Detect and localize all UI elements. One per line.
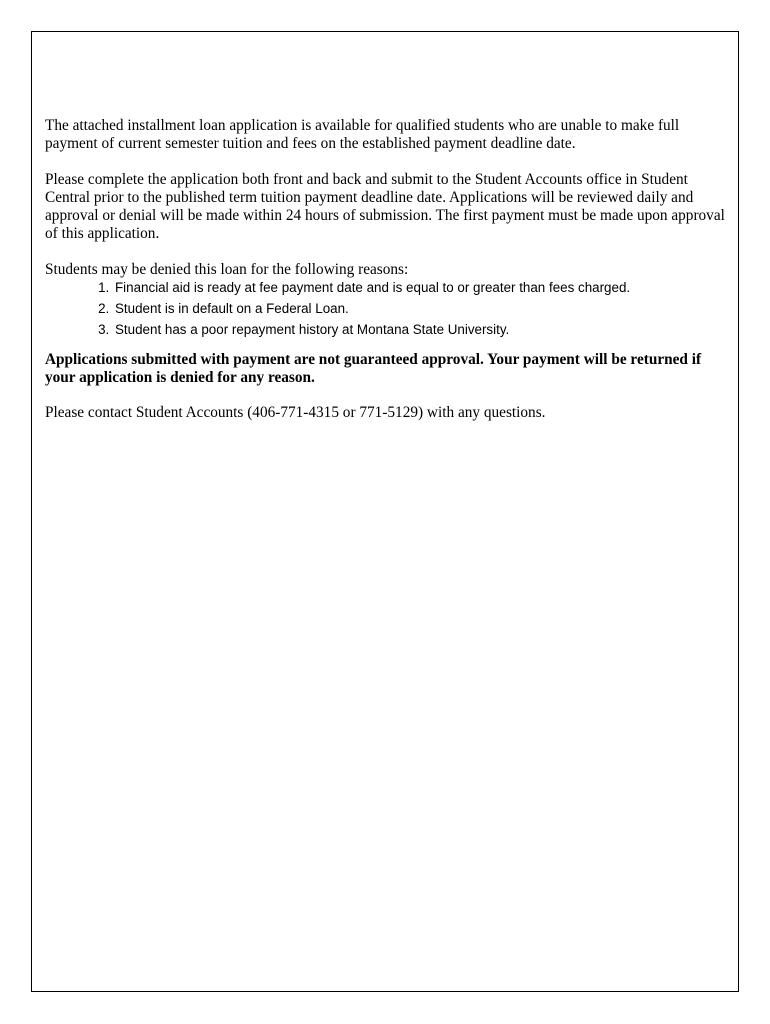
denial-reasons-list: [45, 279, 725, 339]
payment-notice: Applications submitted with payment are not guaranteed approval. Your payment will be returned if your application is denied for any reason.: [45, 351, 702, 386]
intro-paragraph: The attached installment loan application is available for qualified students who are unable to make full payment of current semester tuition and fees on the established payment deadline date.: [45, 117, 680, 152]
denial-reasons-intro: Students may be denied this loan for the following reasons:: [45, 261, 409, 278]
denial-reason-item: 2. Student is in default on a Federal Loan.: [113, 300, 725, 318]
denial-reason-item: 3. Student has a poor repayment history at Montana State University.: [113, 321, 725, 339]
document-body: [45, 117, 725, 422]
contact-paragraph: Please contact Student Accounts (406-771-4315 or 771-5129) with any questions.: [45, 404, 546, 421]
denial-reason-item: 1. Financial aid is ready at fee payment date and is equal to or greater than fees charged.: [113, 279, 725, 297]
instructions-paragraph: Please complete the application both front and back and submit to the Student Accounts office in Student Central prior to the published term tuition payment deadline date. Applications will be reviewed daily and approval or denial will be made within 24 hours of submission. The first payment must be made upon approval of this application.: [45, 171, 725, 242]
